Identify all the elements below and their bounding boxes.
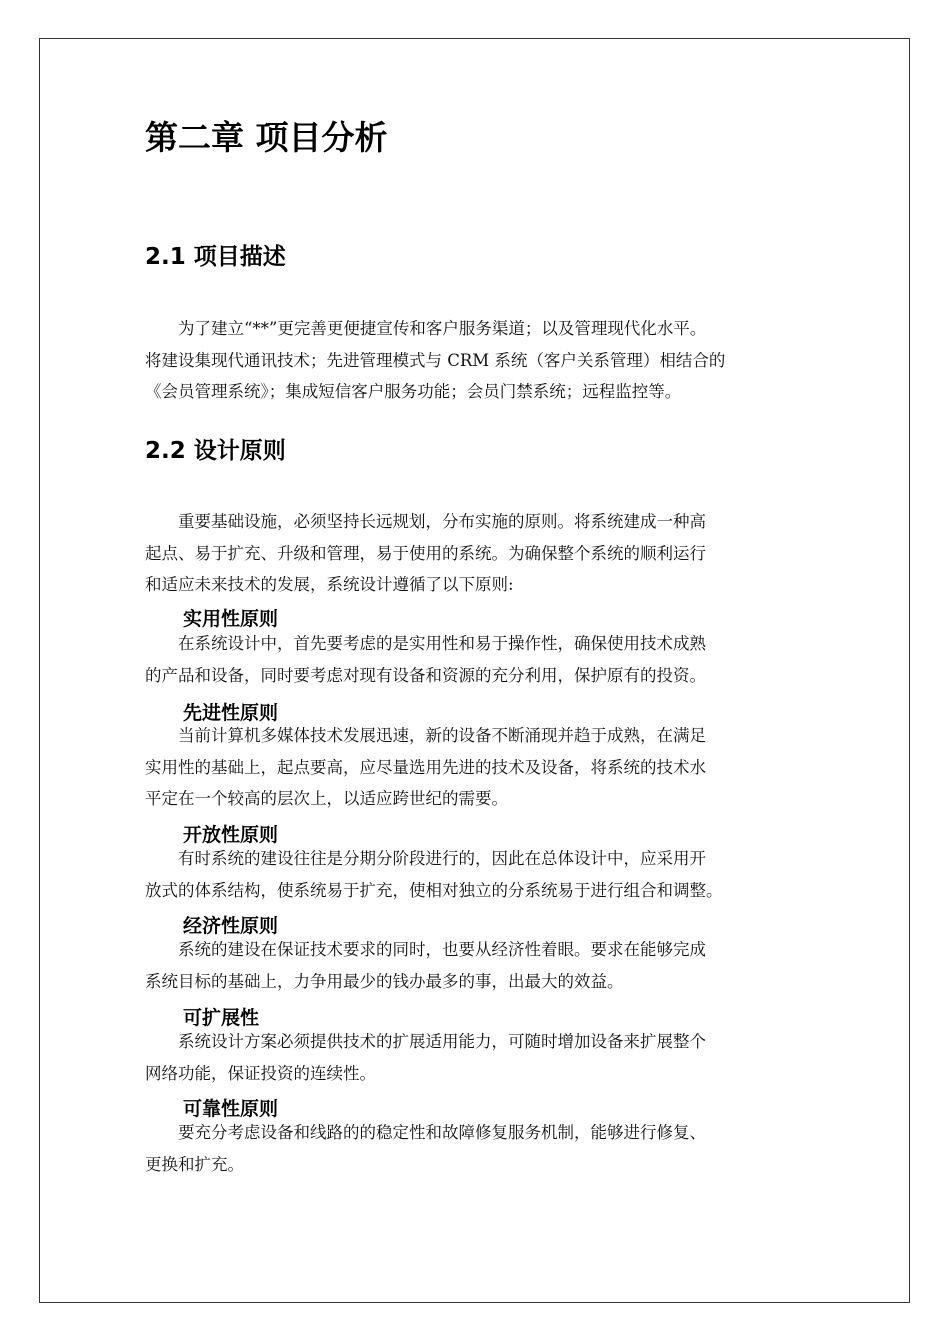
principle-paragraph-reliability bbox=[145, 1117, 815, 1180]
principle-title-economy: 经济性原则 bbox=[183, 915, 279, 937]
paragraph-line: 平定在一个较高的层次上，以适应跨世纪的需要。 bbox=[145, 789, 508, 808]
paragraph-line: 重要基础设施，必须坚持长远规划，分布实施的原则。将系统建成一种高 bbox=[178, 512, 706, 531]
section-title-2-2: 2.2 设计原则 bbox=[145, 438, 286, 464]
paragraph-line: 有时系统的建设往往是分期分阶段进行的，因此在总体设计中，应采用开 bbox=[178, 849, 706, 868]
paragraph-line: 起点、易于扩充、升级和管理，易于使用的系统。为确保整个系统的顺利运行 bbox=[145, 543, 706, 563]
paragraph-line: 《会员管理系统》；集成短信客户服务功能；会员门禁系统；远程监控等。 bbox=[145, 382, 682, 401]
paragraph-line: 实用性的基础上，起点要高，应尽量选用先进的技术及设备，将系统的技术水 bbox=[145, 757, 706, 777]
paragraph-line: 和适应未来技术的发展，系统设计遵循了以下原则: bbox=[145, 575, 514, 594]
chapter-title: 第二章 项目分析 bbox=[145, 118, 388, 157]
section-title-2-1: 2.1 项目描述 bbox=[145, 244, 286, 270]
paragraph-line: 系统设计方案必须提供技术的扩展适用能力，可随时增加设备来扩展整个 bbox=[178, 1032, 706, 1051]
section-paragraph-2-2 bbox=[145, 506, 815, 601]
paragraph-line: 放式的体系结构，使系统易于扩充，使相对独立的分系统易于进行组合和调整。 bbox=[145, 880, 723, 900]
paragraph-line: 当前计算机多媒体技术发展迅速，新的设备不断涌现并趋于成熟，在满足 bbox=[178, 726, 706, 745]
paragraph-line: 系统的建设在保证技术要求的同时，也要从经济性着眼。要求在能够完成 bbox=[178, 940, 706, 959]
principle-paragraph-openness bbox=[145, 843, 815, 906]
principle-title-openness: 开放性原则 bbox=[183, 824, 279, 846]
section-paragraph-2-1 bbox=[145, 313, 815, 408]
principle-paragraph-economy bbox=[145, 934, 815, 997]
principle-paragraph-scalability bbox=[145, 1026, 815, 1089]
paragraph-line: 要充分考虑设备和线路的的稳定性和故障修复服务机制，能够进行修复、 bbox=[178, 1123, 706, 1142]
principle-title-reliability: 可靠性原则 bbox=[183, 1098, 279, 1120]
principle-paragraph-advancement bbox=[145, 720, 815, 815]
principle-paragraph-practicality bbox=[145, 628, 815, 691]
paragraph-line: 在系统设计中，首先要考虑的是实用性和易于操作性，确保使用技术成熟 bbox=[178, 634, 706, 653]
paragraph-line: 系统目标的基础上，力争用最少的钱办最多的事，出最大的效益。 bbox=[145, 971, 624, 991]
paragraph-line: 将建设集现代通讯技术；先进管理模式与 CRM 系统（客户关系管理）相结合的 bbox=[145, 350, 726, 370]
paragraph-line: 的产品和设备，同时要考虑对现有设备和资源的充分利用，保护原有的投资。 bbox=[145, 665, 706, 685]
paragraph-line: 网络功能，保证投资的连续性。 bbox=[145, 1063, 376, 1083]
paragraph-line: 更换和扩充。 bbox=[145, 1154, 244, 1174]
principle-title-scalability: 可扩展性 bbox=[183, 1007, 260, 1029]
principle-title-advancement: 先进性原则 bbox=[183, 702, 279, 724]
paragraph-line: 为了建立“**”更完善更便捷宣传和客户服务渠道；以及管理现代化水平。 bbox=[178, 319, 707, 338]
principle-title-practicality: 实用性原则 bbox=[183, 608, 279, 630]
